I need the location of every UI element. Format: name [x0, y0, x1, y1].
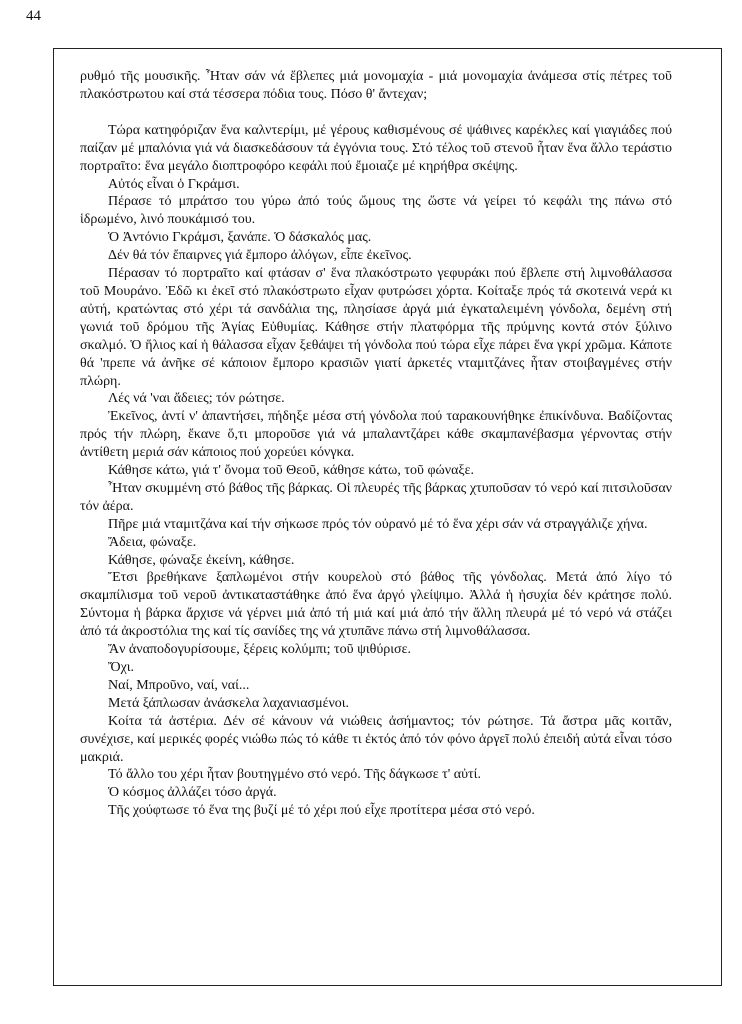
body-text [80, 68, 672, 820]
paragraph: Τό ἄλλο του χέρι ἦταν βουτηγμένο στό νερό. Τῆς δάγκωσε τ' αὐτί. [108, 767, 481, 783]
paragraph: Ἄν ἀναποδογυρίσουμε, ξέρεις κολύμπι; τοῦ ψιθύρισε. [108, 642, 411, 658]
paragraph: Ὁ κόσμος ἀλλάζει τόσο ἀργά. [108, 785, 277, 801]
paragraph: Ναί, Μπροῦνο, ναί, ναί... [108, 677, 250, 693]
paragraph: Πέρασε τό μπράτσο του γύρω ἀπό τούς ὤμους της ὥστε νά γείρει τό κεφάλι της πάνω στό ἱδρωμένο, λινό πουκάμισό του. [80, 194, 672, 228]
paragraph: Πῆρε μιά νταμιτζάνα καί τήν σήκωσε πρός τόν οὐρανό μέ τό ἕνα χέρι σάν νά στραγγάλιζε χήνα. [108, 516, 648, 532]
paragraph: Δέν θά τόν ἔπαιρνες γιά ἔμπορο ἀλόγων, εἶπε ἐκεῖνος. [108, 248, 412, 264]
paragraph: Ὁ Ἀντόνιο Γκράμσι, ξανάπε. Ὁ δάσκαλός μας. [108, 230, 372, 246]
paragraph: Ἐκεῖνος, ἀντί ν' ἀπαντήσει, πήδηξε μέσα στή γόνδολα πού ταρακουνήθηκε ἐπικίνδυνα. Βαδίζοντας πρός τήν πλώρη, ἔκανε ὅ,τι μποροῦσε γιά νά μπαλαντζάρει κάθε σκαμπανέβασμα γέρνοντας στήν ἀντίθετη μεριά σάν κάποιος πού χορεύει κόνγκα. [80, 409, 672, 461]
page-number: 44 [26, 8, 41, 24]
paragraph: Κάθησε κάτω, γιά τ' ὄνομα τοῦ Θεοῦ, κάθησε κάτω, τοῦ φώναξε. [108, 463, 475, 479]
paragraph: Μετά ξάπλωσαν ἀνάσκελα λαχανιασμένοι. [108, 695, 350, 711]
paragraph: Λές νά 'ναι ἄδειες; τόν ρώτησε. [108, 391, 285, 407]
paragraph: Τώρα κατηφόριζαν ἕνα καλντερίμι, μέ γέρους καθισμένους σέ ψάθινες καρέκλες καί γιαγιάδες πού παίζαν μέ μπαλόνια γιά νά διασκεδάσουν τά ἐγγόνια τους. Στό τέλος τοῦ στενοῦ ἦταν ἕνα ἄλλο τεράστιο πορτραῖτο: ἕνα μεγάλο διοπτροφόρο κεφάλι πού ἔμοιαζε μέ κηρήθρα σκέψης. [80, 122, 672, 174]
paragraph: Ἔτσι βρεθήκανε ξαπλωμένοι στήν κουρελοὺ στό βάθος τῆς γόνδολας. Μετά ἀπό λίγο τό σκαμπίλισμα τοῦ νεροῦ ἀντικαταστάθηκε ἀπό ἕνα ἀργό γλείψιμο. Ἀλλά ἡ ἡσυχία δέν κράτησε πολύ. Σύντομα ἡ βάρκα ἄρχισε νά γέρνει μιά ἀπό τή μιά καί μιά ἀπό τήν ἄλλη πλευρά μέ τό νερό νά στάζει ἀπό τά ἀκροστόλια της καί τίς σανίδες της νά χτυπᾶνε πάνω στή λιμνοθάλασσα. [80, 570, 672, 640]
paragraph: Κοίτα τά ἀστέρια. Δέν σέ κάνουν νά νιώθεις ἀσήμαντος; τόν ρώτησε. Τά ἄστρα μᾶς κοιτᾶν, συνέχισε, καί μερικές φορές νιώθω πώς τό κάθε τι ἐκτός ἀπό τόν φόνο ἀργεῖ πολύ ἐπειδή αὐτά εἶναι τόσο μακριά. [80, 713, 672, 765]
paragraph: Κάθησε, φώναξε ἐκείνη, κάθησε. [108, 552, 295, 568]
paragraph: Ἄδεια, φώναξε. [108, 534, 197, 550]
paragraph: Ὄχι. [108, 660, 135, 675]
paragraph: Πέρασαν τό πορτραῖτο καί φτάσαν σ' ἕνα πλακόστρωτο γεφυράκι πού ἔβλεπε στή λιμνοθάλασσα τοῦ Μουράνο. Ἐδῶ κι ἐκεῖ στό πλακόστρωτο εἶχαν φυτρώσει χόρτα. Κοίταξε πρός τά σκοτεινά νερά κι αὐτή, κρατώντας στό χέρι τά σανδάλια της, πλησίασε ἀργά μιά ἐγκαταλειμένη γόνδολα, δεμένη στή γωνιά τοῦ δρόμου τῆς Ἁγίας Εὐθυμίας. Κάθησε στήν πλατφόρμα τῆς πρύμνης κοντά στόν ξύλινο σκαλμό. Ὁ ἥλιος καί ἡ θάλασσα εἶχαν ξεθάψει τή γόνδολα πού τώρα εἶχε πάρει ἕνα γκρί χρῶμα. Κάποτε θά 'πρεπε νά ἀνῆκε σέ κάποιον ἔμπορο κρασιῶν γιατί ἀρκετές νταμιτζάνες ἦταν στοιβαγμένες στήν πλώρη. [80, 266, 672, 389]
paragraph: ρυθμό τῆς μουσικῆς. Ἦταν σάν νά ἔβλεπες μιά μονομαχία - μιά μονομαχία ἀνάμεσα στίς πέτρες τοῦ πλακόστρωτου καί στά τέσσερα πόδια τους. Πόσο θ' ἄντεχαν; [80, 69, 672, 102]
paragraph: Αὐτός εἶναι ὁ Γκράμσι. [108, 176, 240, 192]
paragraph: Ἦταν σκυμμένη στό βάθος τῆς βάρκας. Οἱ πλευρές τῆς βάρκας χτυποῦσαν τό νερό καί πιτσιλοῦσαν τόν ἀέρα. [80, 480, 672, 514]
paragraph: Τῆς χούφτωσε τό ἕνα της βυζί μέ τό χέρι πού εἶχε προτίτερα μέσα στό νερό. [108, 803, 535, 819]
